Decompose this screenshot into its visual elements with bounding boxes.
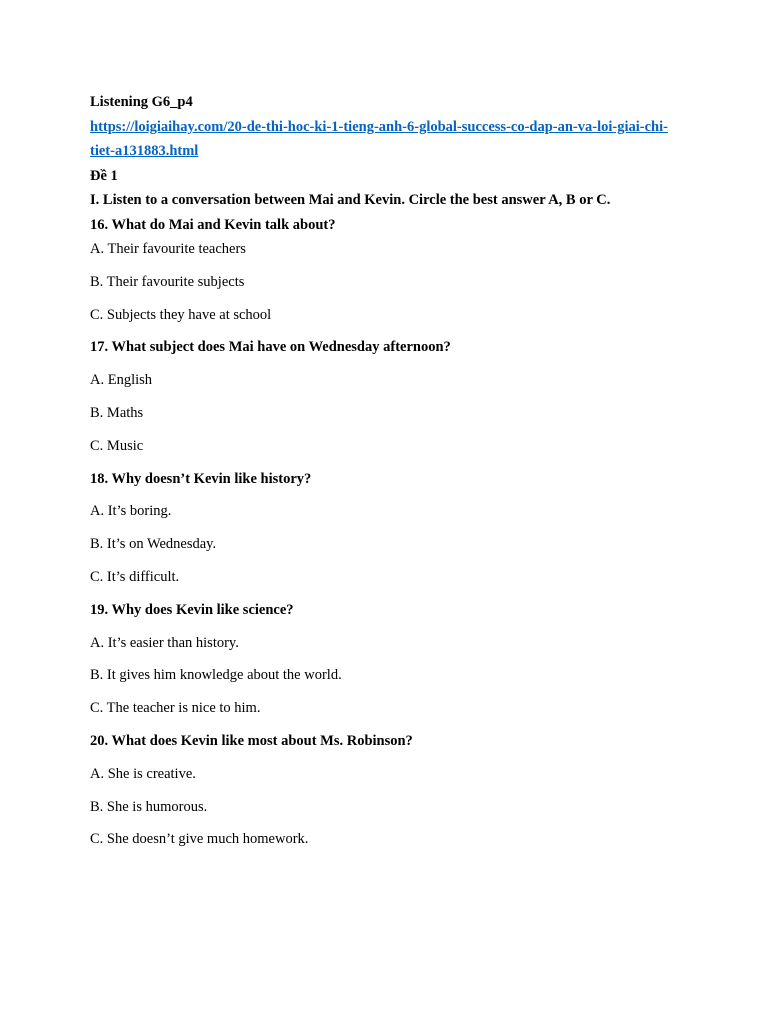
question-16-option-a: A. Their favourite teachers	[90, 241, 246, 257]
exam-label: Đề 1	[90, 167, 118, 184]
question-17-option-b: B. Maths	[90, 404, 144, 421]
question-18-option-b: B. It’s on Wednesday.	[90, 536, 217, 553]
question-18-option-c: C. It’s difficult.	[90, 568, 180, 585]
question-19: 19. Why does Kevin like science?	[90, 601, 294, 618]
question-18-option-a: A. It’s boring.	[90, 503, 172, 520]
question-20-option-a: A. She is creative.	[90, 765, 196, 782]
question-16-option-c: C. Subjects they have at school	[90, 306, 272, 323]
question-18: 18. Why doesn’t Kevin like history?	[90, 470, 312, 487]
question-17-option-c: C. Music	[90, 437, 144, 454]
question-19-option-b: B. It gives him knowledge about the world.	[90, 667, 342, 684]
question-20: 20. What does Kevin like most about Ms. Robinson?	[90, 732, 413, 749]
document-page	[90, 90, 680, 863]
question-16: 16. What do Mai and Kevin talk about?	[90, 216, 336, 233]
question-17: 17. What subject does Mai have on Wednesday afternoon?	[90, 339, 451, 356]
question-19-option-a: A. It’s easier than history.	[90, 634, 239, 651]
question-17-option-a: A. English	[90, 372, 153, 389]
document-title: Listening G6_p4	[90, 94, 193, 110]
question-20-option-c: C. She doesn’t give much homework.	[90, 831, 309, 848]
source-link[interactable]: https://loigiaihay.com/20-de-thi-hoc-ki-1-tieng-anh-6-global-success-co-dap-an-va-loi-giai-chi-tiet-a131883.html	[90, 118, 668, 159]
question-19-option-c: C. The teacher is nice to him.	[90, 700, 261, 717]
question-16-option-b: B. Their favourite subjects	[90, 273, 245, 290]
section-instruction: I. Listen to a conversation between Mai and Kevin. Circle the best answer A, B or C.	[90, 192, 611, 208]
question-20-option-b: B. She is humorous.	[90, 798, 208, 815]
